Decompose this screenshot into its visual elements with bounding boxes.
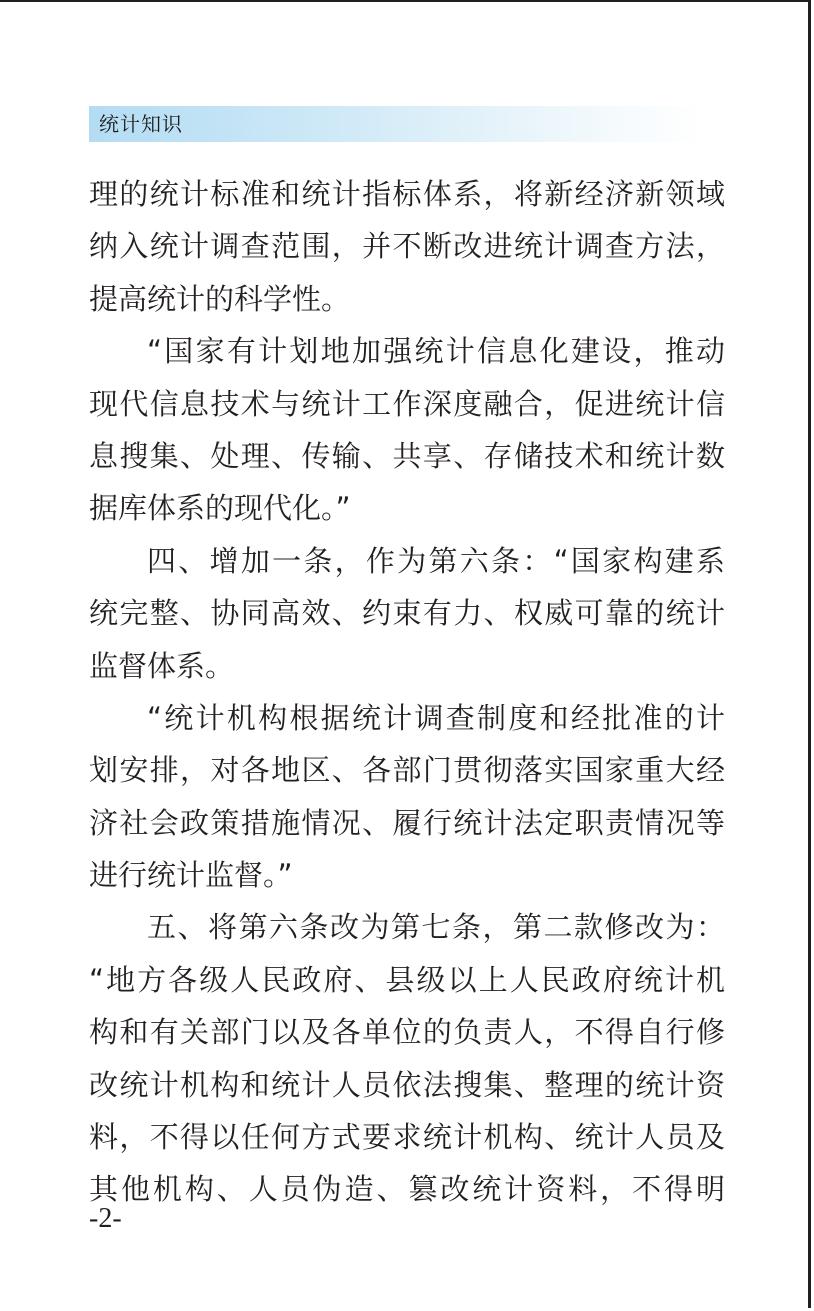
text-line: 进行统计监督。” (89, 858, 293, 893)
text-line: 据库体系的现代化。” (89, 491, 351, 526)
text-line: 现代信息技术与统计工作深度融合，促进统计信 (89, 386, 725, 421)
text-line: 四、增加一条，作为第六条：“国家构建系 (147, 543, 725, 578)
body-text (89, 168, 729, 1216)
text-line: “地方各级人民政府、县级以上人民政府统计机 (89, 962, 725, 997)
text-line: 监督体系。 (89, 648, 235, 683)
page-number: -2- (89, 1203, 122, 1234)
text-line: 济社会政策措施情况、履行统计法定职责情况等 (89, 805, 725, 840)
text-line: 统完整、协同高效、约束有力、权威可靠的统计 (89, 596, 725, 631)
section-header-bar (89, 106, 701, 142)
text-line: 划安排，对各地区、各部门贯彻落实国家重大经 (89, 753, 725, 788)
text-line: 构和有关部门以及各单位的负责人，不得自行修 (89, 1015, 725, 1050)
text-line: 料，不得以任何方式要求统计机构、统计人员及 (89, 1120, 725, 1155)
text-line: 息搜集、处理、传输、共享、存储技术和统计数 (89, 438, 725, 473)
section-header-label: 统计知识 (99, 112, 183, 136)
text-line: 五、将第六条改为第七条，第二款修改为： (147, 910, 725, 945)
text-line: “统计机构根据统计调查制度和经批准的计 (147, 700, 725, 735)
text-line: “国家有计划地加强统计信息化建设，推动 (147, 334, 725, 369)
text-line: 理的统计标准和统计指标体系，将新经济新领域 (89, 177, 725, 211)
text-line: 纳入统计调查范围，并不断改进统计调查方法， (89, 229, 725, 264)
text-line: 其他机构、人员伪造、篡改统计资料，不得明 (89, 1172, 725, 1207)
text-line: 提高统计的科学性。 (89, 281, 351, 316)
text-line: 改统计机构和统计人员依法搜集、整理的统计资 (89, 1067, 725, 1102)
